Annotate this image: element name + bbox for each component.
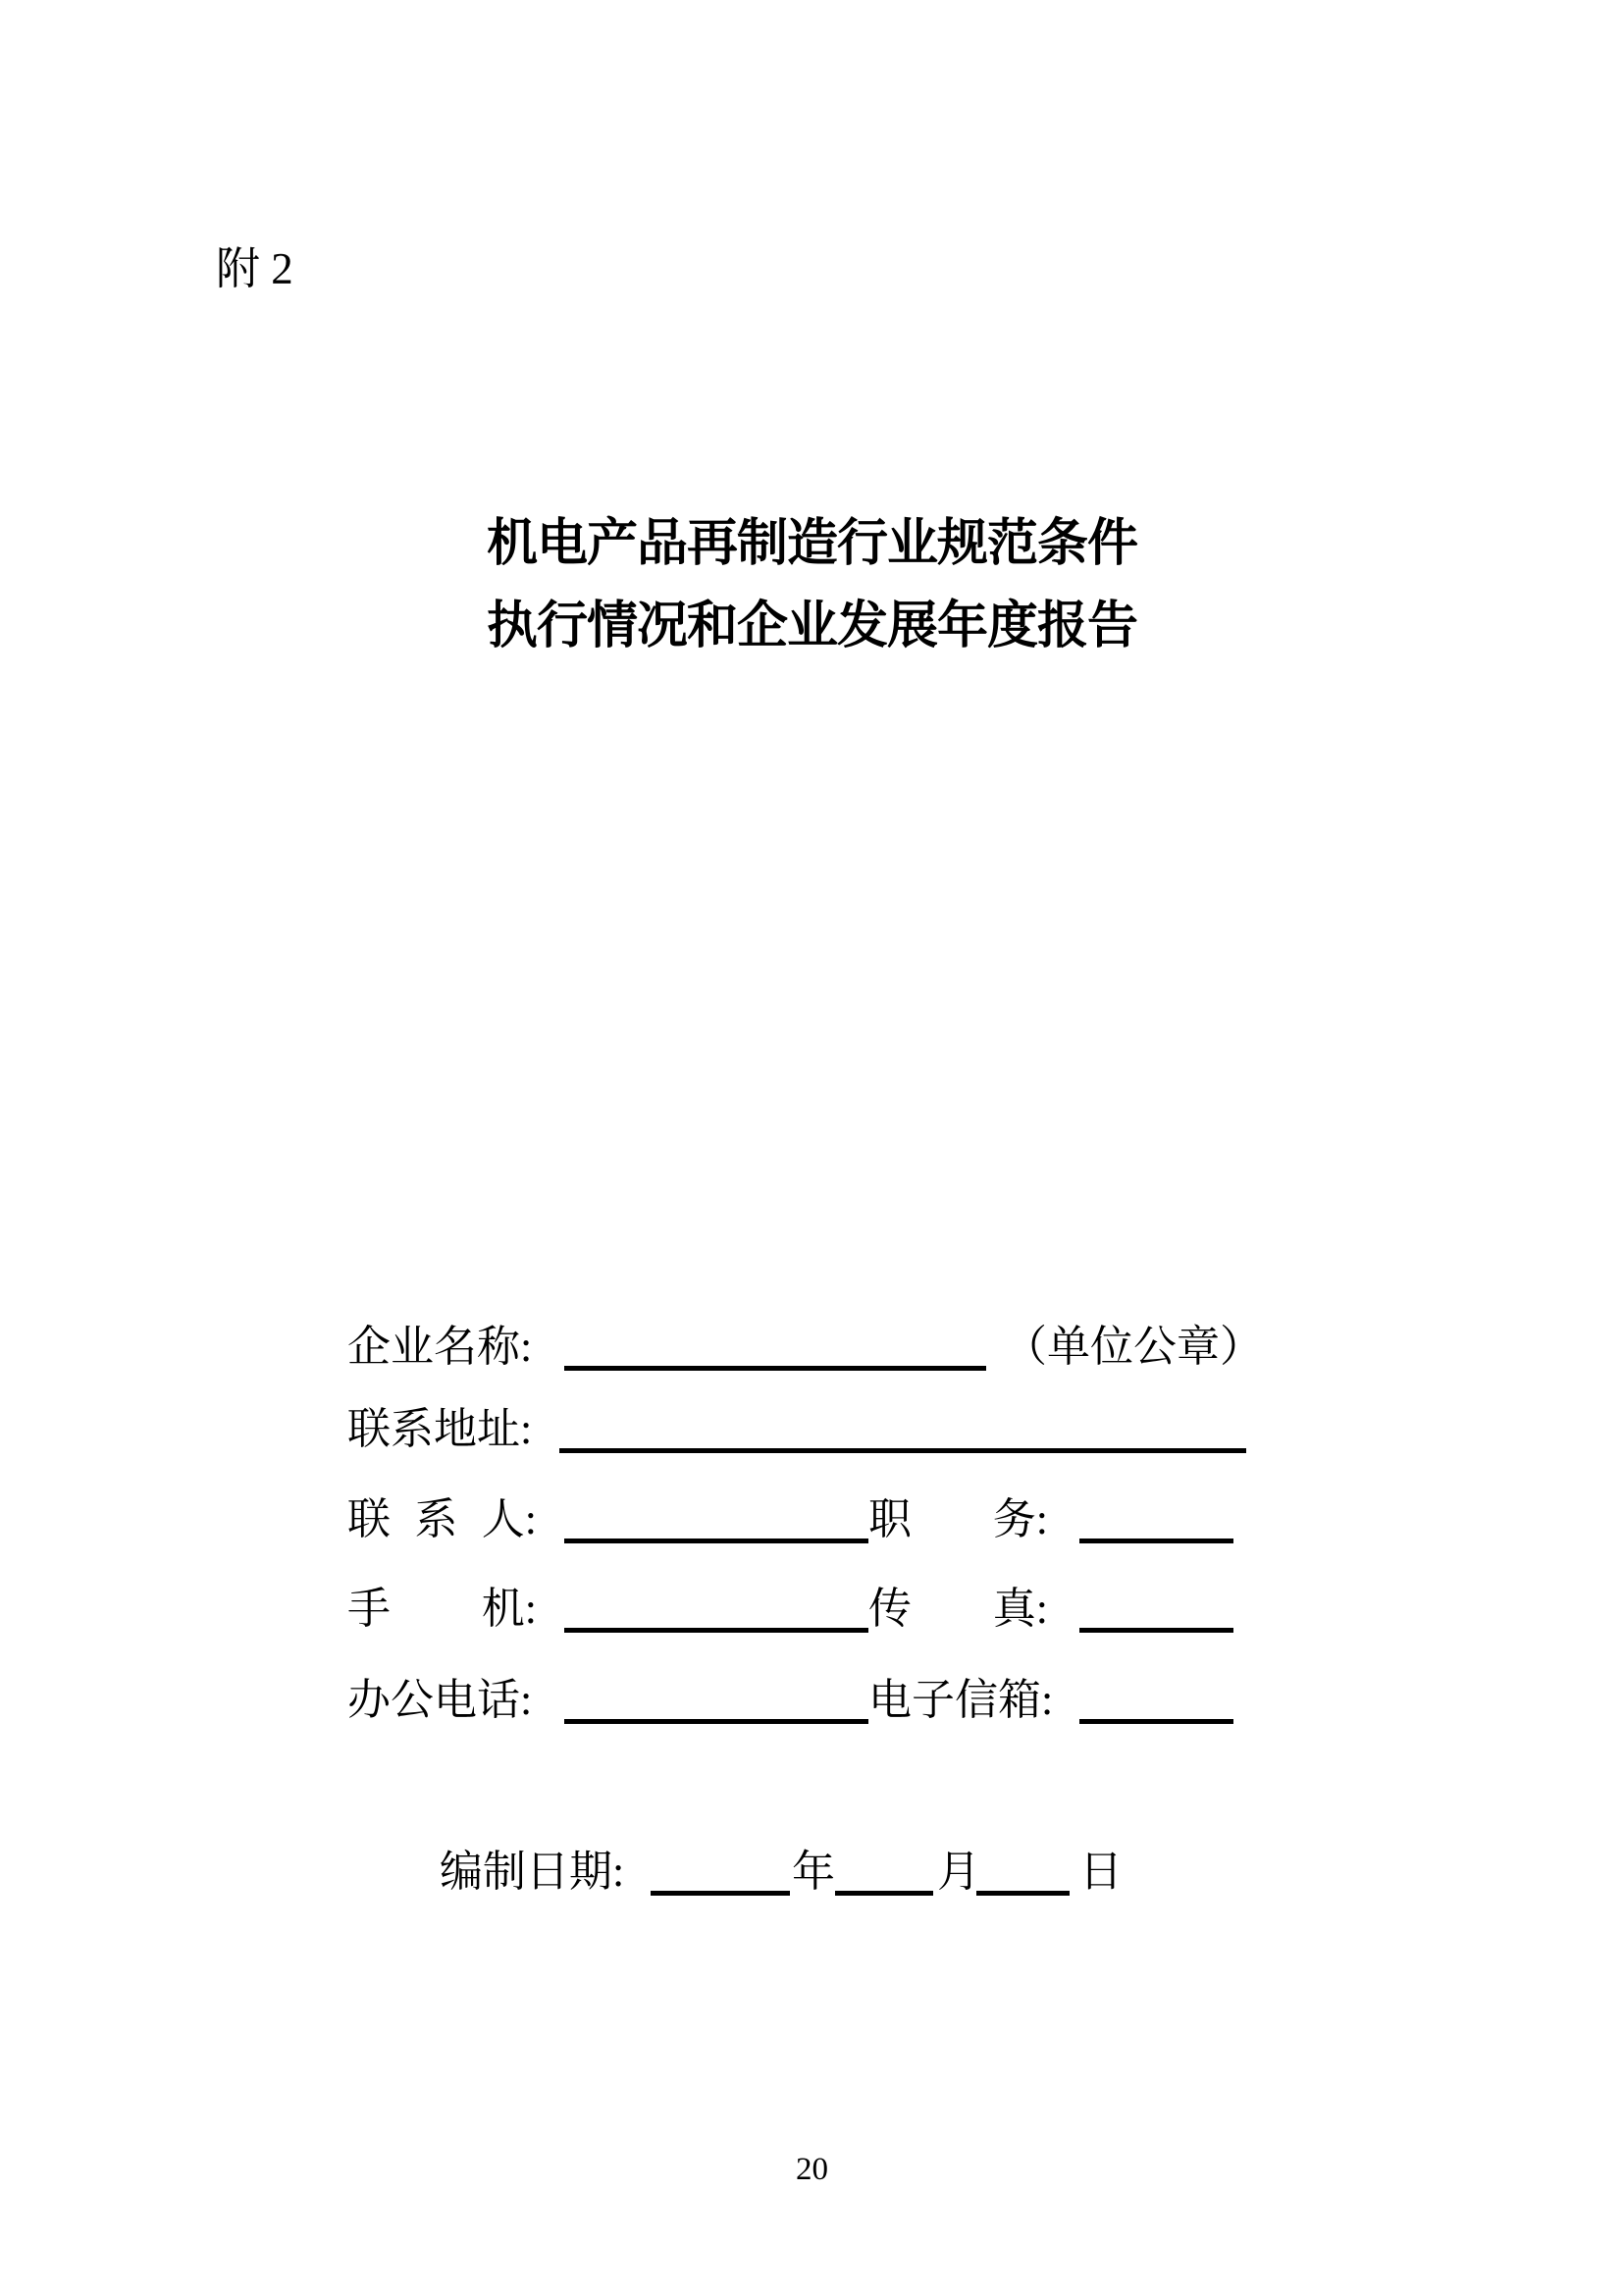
contact-person-label-part-2: 系 [414, 1495, 458, 1543]
date-label: 编制日期: [440, 1848, 625, 1896]
position-label-part-2: 务: [992, 1495, 1048, 1543]
date-month-suffix: 月 [937, 1848, 980, 1896]
address-label: 联系地址: [347, 1405, 533, 1453]
report-title-line1: 机电产品再制造行业规范条件 [486, 516, 1137, 572]
appendix-label: 附 2 [216, 244, 293, 293]
contact-person-label-part-1: 联 [347, 1495, 391, 1543]
company-name-blank-line [564, 1323, 986, 1371]
form-row-phone-email [0, 1676, 1624, 1729]
mobile-label-part-2: 机: [481, 1585, 537, 1633]
form-row-company-name [0, 1323, 1624, 1376]
page-number: 20 [796, 2152, 828, 2187]
form-row-contact-position [0, 1495, 1624, 1548]
date-day-blank-line [976, 1848, 1070, 1896]
form-row-date [0, 1848, 1624, 1901]
office-phone-blank-line [564, 1676, 868, 1724]
form-row-mobile-fax [0, 1585, 1624, 1638]
mobile-blank-line [564, 1585, 868, 1633]
form-row-address [0, 1405, 1624, 1458]
date-year-blank-line [651, 1848, 790, 1896]
fax-label [868, 1585, 1048, 1634]
seal-note: （单位公章） [1004, 1323, 1263, 1371]
mobile-label-part-1: 手 [347, 1585, 391, 1633]
contact-person-blank-line [564, 1495, 868, 1543]
report-title-line2: 执行情况和企业发展年度报告 [486, 599, 1137, 654]
contact-person-label [347, 1495, 537, 1544]
fax-blank-line [1079, 1585, 1233, 1633]
fax-label-part-2: 真: [992, 1585, 1048, 1633]
date-day-suffix: 日 [1079, 1848, 1123, 1896]
office-phone-label: 办公电话: [347, 1676, 533, 1724]
date-year-suffix: 年 [792, 1848, 835, 1896]
position-label-part-1: 职 [868, 1495, 912, 1543]
fax-label-part-1: 传 [868, 1585, 912, 1633]
date-month-blank-line [835, 1848, 933, 1896]
mobile-label [347, 1585, 537, 1634]
address-blank-line [559, 1405, 1246, 1453]
email-label: 电子信箱: [868, 1676, 1054, 1724]
email-blank-line [1079, 1676, 1233, 1724]
position-label [868, 1495, 1048, 1544]
company-name-label: 企业名称: [347, 1323, 533, 1371]
position-blank-line [1079, 1495, 1233, 1543]
contact-person-label-part-3: 人: [481, 1495, 537, 1543]
